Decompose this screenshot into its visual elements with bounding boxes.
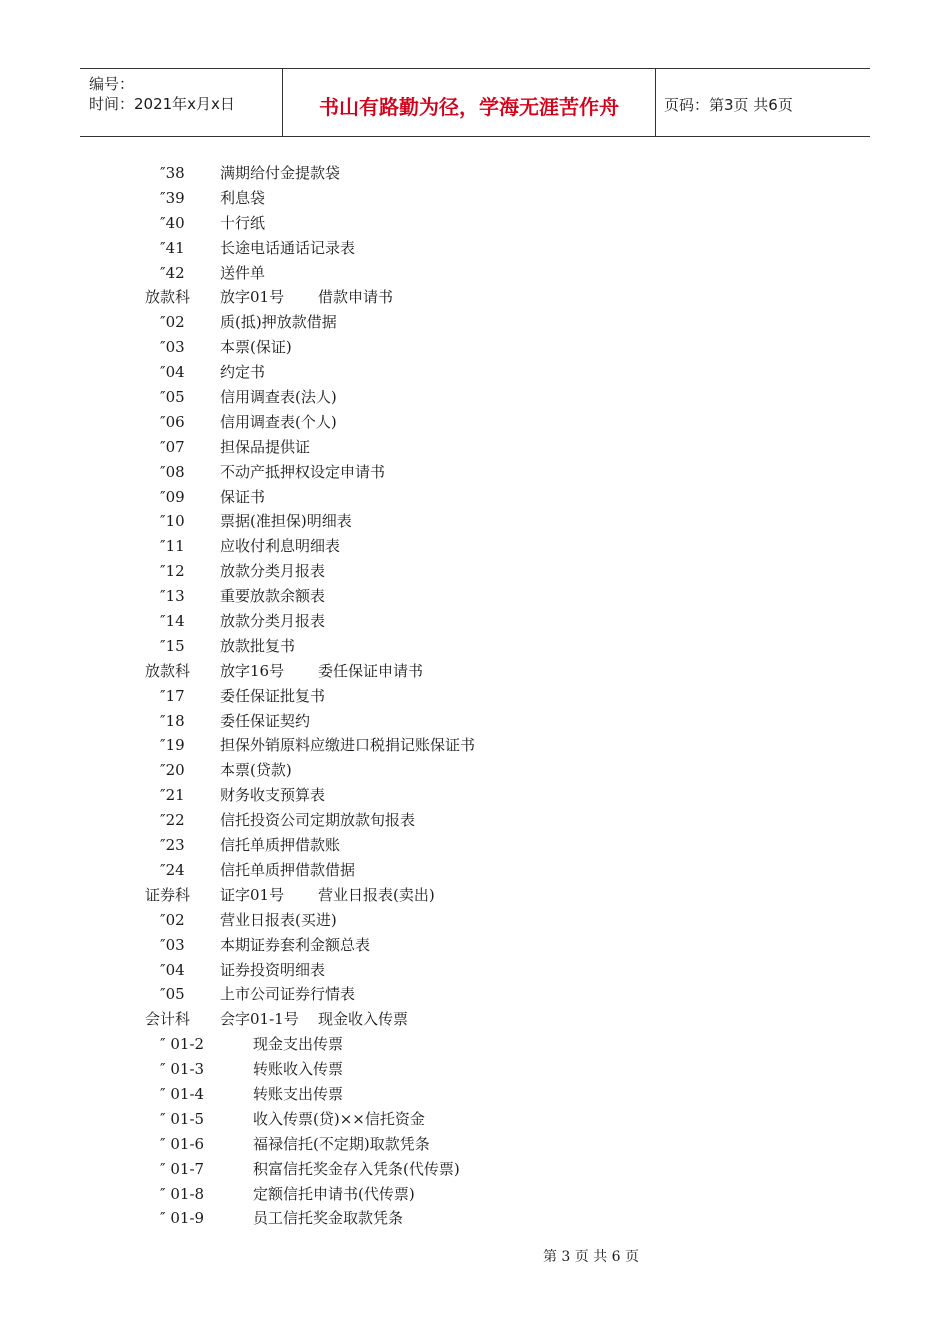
form-name: 保证书 bbox=[220, 487, 266, 506]
list-item bbox=[0, 1206, 950, 1231]
form-name: 利息袋 bbox=[220, 188, 266, 207]
list-item bbox=[0, 485, 950, 510]
motto-text: 书山有路勤为径，学海无涯苦作舟 bbox=[319, 95, 619, 119]
list-item bbox=[0, 709, 950, 734]
list-item bbox=[0, 684, 950, 709]
list-item bbox=[0, 958, 950, 983]
list-item bbox=[0, 410, 950, 435]
document-number-label: 编号： bbox=[89, 75, 135, 93]
list-item bbox=[0, 285, 950, 310]
form-name: 质(抵)押放款借据 bbox=[220, 313, 337, 332]
header-page-cell bbox=[655, 69, 870, 136]
form-name: 员工信托奖金取款凭条 bbox=[253, 1209, 404, 1228]
footer-page-number: 第 3 页 共 6 页 bbox=[542, 1249, 640, 1265]
form-name: 本期证券套利金额总表 bbox=[220, 935, 371, 954]
form-name: 十行纸 bbox=[220, 213, 266, 232]
page-footer bbox=[0, 1246, 950, 1266]
form-code: ″ 01-8 bbox=[160, 1184, 205, 1203]
form-code: ″18 bbox=[160, 711, 185, 730]
list-item bbox=[0, 534, 950, 559]
header-info-cell bbox=[80, 69, 282, 136]
form-code: ″02 bbox=[160, 313, 185, 332]
list-item bbox=[0, 858, 950, 883]
form-code: ″42 bbox=[160, 263, 185, 282]
department-label: 证券科 bbox=[145, 885, 191, 904]
list-item bbox=[0, 1082, 950, 1107]
list-item bbox=[0, 1032, 950, 1057]
form-name: 重要放款余额表 bbox=[220, 587, 326, 606]
form-code: ″13 bbox=[160, 587, 185, 606]
form-name: 借款申请书 bbox=[318, 288, 394, 307]
form-code: ″38 bbox=[160, 164, 185, 182]
form-name: 信用调查表(法人) bbox=[220, 388, 337, 407]
form-name: 营业日报表(买进) bbox=[220, 910, 337, 929]
form-code: ″24 bbox=[160, 860, 185, 879]
list-item bbox=[0, 908, 950, 933]
form-code: ″03 bbox=[160, 338, 185, 357]
form-name: 信用调查表(个人) bbox=[220, 412, 337, 431]
header-page-number: 页码：第3页 共6页 bbox=[664, 96, 793, 114]
form-name: 不动产抵押权设定申请书 bbox=[220, 462, 386, 481]
form-name: 应收付利息明细表 bbox=[220, 537, 341, 556]
form-code: ″ 01-9 bbox=[160, 1209, 205, 1228]
form-name: 证券投资明细表 bbox=[220, 960, 326, 979]
form-name: 定额信托申请书(代传票) bbox=[253, 1184, 415, 1203]
list-item bbox=[0, 310, 950, 335]
list-item bbox=[0, 1132, 950, 1157]
form-name: 满期给付金提款袋 bbox=[220, 164, 341, 182]
form-code: ″20 bbox=[160, 761, 185, 780]
list-item bbox=[0, 261, 950, 286]
list-item bbox=[0, 833, 950, 858]
department-label: 放款科 bbox=[145, 661, 191, 680]
department-label: 会计科 bbox=[145, 1010, 191, 1029]
form-code: ″11 bbox=[160, 537, 185, 556]
form-name: 委任保证契约 bbox=[220, 711, 311, 730]
form-code: 证字01号 bbox=[220, 885, 285, 904]
form-code: ″15 bbox=[160, 636, 185, 655]
form-name: 放款分类月报表 bbox=[220, 612, 326, 631]
form-code: ″10 bbox=[160, 512, 185, 531]
form-name: 长途电话通话记录表 bbox=[220, 238, 356, 257]
form-code: ″05 bbox=[160, 985, 185, 1004]
list-item bbox=[0, 1057, 950, 1082]
form-code-list bbox=[0, 161, 950, 1231]
list-item bbox=[0, 933, 950, 958]
list-item bbox=[0, 808, 950, 833]
form-name: 担保外销原料应缴进口税捐记账保证书 bbox=[220, 736, 476, 755]
form-code: ″06 bbox=[160, 412, 185, 431]
form-name: 送件单 bbox=[220, 263, 266, 282]
form-name: 约定书 bbox=[220, 363, 266, 382]
form-name: 信托投资公司定期放款旬报表 bbox=[220, 811, 416, 830]
form-name: 收入传票(贷)××信托资金 bbox=[253, 1109, 425, 1128]
form-name: 转账收入传票 bbox=[253, 1060, 344, 1079]
form-code: ″03 bbox=[160, 935, 185, 954]
form-code: ″41 bbox=[160, 238, 185, 257]
form-code: ″07 bbox=[160, 437, 185, 456]
form-name: 财务收支预算表 bbox=[220, 786, 326, 805]
list-item bbox=[0, 435, 950, 460]
list-item bbox=[0, 783, 950, 808]
form-code: 会字01-1号 bbox=[220, 1010, 299, 1029]
form-name: 上市公司证券行情表 bbox=[220, 985, 356, 1004]
form-code: ″09 bbox=[160, 487, 185, 506]
form-code: ″ 01-2 bbox=[160, 1035, 205, 1054]
form-name: 转账支出传票 bbox=[253, 1084, 344, 1103]
form-code: ″ 01-3 bbox=[160, 1060, 205, 1079]
list-item bbox=[0, 758, 950, 783]
form-name: 担保品提供证 bbox=[220, 437, 311, 456]
form-code: ″04 bbox=[160, 363, 185, 382]
form-code: ″ 01-5 bbox=[160, 1109, 205, 1128]
form-code: ″ 01-7 bbox=[160, 1159, 205, 1178]
list-item bbox=[0, 335, 950, 360]
form-name: 福禄信托(不定期)取款凭条 bbox=[253, 1134, 430, 1153]
form-name: 委任保证申请书 bbox=[318, 661, 424, 680]
form-code: ″17 bbox=[160, 686, 185, 705]
form-name: 信托单质押借款账 bbox=[220, 836, 341, 855]
form-code: ″21 bbox=[160, 786, 185, 805]
form-name: 现金支出传票 bbox=[253, 1035, 344, 1054]
form-code: ″23 bbox=[160, 836, 185, 855]
form-code: 放字16号 bbox=[220, 661, 285, 680]
form-name: 票据(准担保)明细表 bbox=[220, 512, 352, 531]
list-item bbox=[0, 883, 950, 908]
header-motto-cell bbox=[282, 69, 656, 136]
list-item bbox=[0, 733, 950, 758]
list-item bbox=[0, 559, 950, 584]
form-code: ″14 bbox=[160, 612, 185, 631]
form-name: 本票(贷款) bbox=[220, 761, 292, 780]
form-name: 放款分类月报表 bbox=[220, 562, 326, 581]
form-code: ″05 bbox=[160, 388, 185, 407]
form-code: ″12 bbox=[160, 562, 185, 581]
list-item bbox=[0, 1182, 950, 1207]
list-item bbox=[0, 360, 950, 385]
list-item bbox=[0, 659, 950, 684]
form-name: 积富信托奖金存入凭条(代传票) bbox=[253, 1159, 460, 1178]
form-code: ″39 bbox=[160, 188, 185, 207]
form-code: ″19 bbox=[160, 736, 185, 755]
date-label: 时间：2021年x月x日 bbox=[89, 95, 235, 113]
form-name: 本票(保证) bbox=[220, 338, 292, 357]
list-item bbox=[0, 1107, 950, 1132]
form-name: 现金收入传票 bbox=[318, 1010, 409, 1029]
list-item bbox=[0, 385, 950, 410]
form-name: 放款批复书 bbox=[220, 636, 296, 655]
form-code: ″08 bbox=[160, 462, 185, 481]
list-item bbox=[0, 982, 950, 1007]
form-code: ″04 bbox=[160, 960, 185, 979]
form-name: 营业日报表(卖出) bbox=[318, 885, 435, 904]
page-header bbox=[80, 68, 870, 137]
form-code: 放字01号 bbox=[220, 288, 285, 307]
list-item bbox=[0, 460, 950, 485]
form-name: 信托单质押借款借据 bbox=[220, 860, 356, 879]
form-code: ″22 bbox=[160, 811, 185, 830]
list-item bbox=[0, 634, 950, 659]
list-item bbox=[0, 186, 950, 211]
form-code: ″02 bbox=[160, 910, 185, 929]
list-item bbox=[0, 1007, 950, 1032]
form-code: ″ 01-4 bbox=[160, 1084, 205, 1103]
list-item bbox=[0, 509, 950, 534]
department-label: 放款科 bbox=[145, 288, 191, 307]
list-item bbox=[0, 236, 950, 261]
list-item bbox=[0, 584, 950, 609]
list-item bbox=[0, 1157, 950, 1182]
list-item bbox=[0, 161, 950, 186]
form-code: ″ 01-6 bbox=[160, 1134, 205, 1153]
form-code: ″40 bbox=[160, 213, 185, 232]
list-item bbox=[0, 211, 950, 236]
list-item bbox=[0, 609, 950, 634]
form-name: 委任保证批复书 bbox=[220, 686, 326, 705]
